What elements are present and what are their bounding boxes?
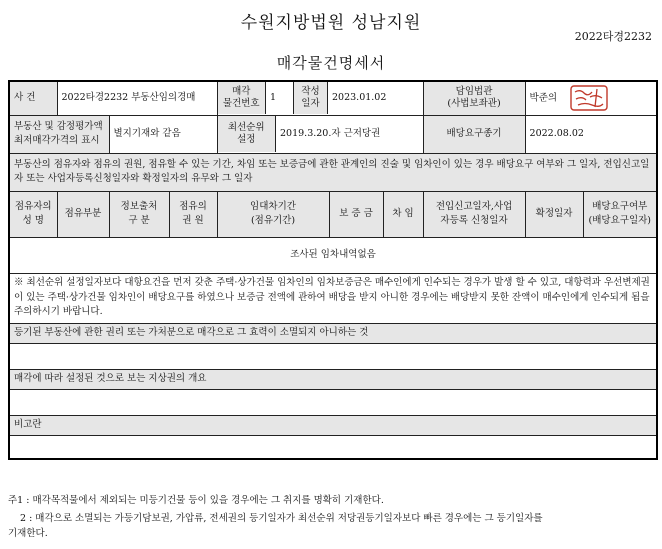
case-number-header: 2022타경2232 bbox=[574, 30, 652, 43]
judge-seal-stamp bbox=[570, 85, 608, 111]
col-dividend-request: 배당요구여부 (배당요구일자) bbox=[583, 191, 657, 237]
sale-item-value: 1 bbox=[266, 82, 294, 114]
registered-rights-header: 등기된 부동산에 관한 권리 또는 가처분으로 매각으로 그 효력이 소멸되지 아니하는 것 bbox=[9, 323, 657, 343]
case-label: 사 건 bbox=[9, 81, 57, 115]
footnotes bbox=[8, 492, 656, 539]
judge-label: 담임법관 (사법보좌관) bbox=[423, 81, 525, 115]
created-value: 2023.01.02 bbox=[332, 92, 387, 104]
court-name: 수원지방법원 성남지원 bbox=[240, 13, 422, 33]
occupancy-notice: 부동산의 점유자와 점유의 권원, 점유할 수 있는 기간, 차임 또는 보증금에 관한 관계인의 진술 및 임차인이 있는 경우 배당요구 여부와 그 일자, 전입신고일자 또는 사업자등록신청일자와 확정일자의 유무와 그 일자 bbox=[9, 153, 657, 191]
deadline-value: 2022.08.02 bbox=[525, 115, 657, 153]
appraisal-row bbox=[9, 115, 657, 153]
col-fixed-date: 확정일자 bbox=[525, 191, 583, 237]
appraisal-label: 부동산 및 감정평가액 최저매각가격의 표시 bbox=[9, 115, 109, 153]
col-lease-period: 임대차기간 (점유기간) bbox=[217, 191, 329, 237]
col-deposit: 보 증 금 bbox=[329, 191, 383, 237]
case-value: 2022타경2232 부동산임의경매 bbox=[57, 81, 217, 115]
no-lease-text: 조사된 임차내역없음 bbox=[9, 237, 657, 273]
judge-name: 박준의 bbox=[529, 92, 558, 104]
col-move-in-date: 전입신고일자,사업 자등록 신청일자 bbox=[423, 191, 525, 237]
col-occupancy-right: 점유의 권 원 bbox=[169, 191, 217, 237]
deadline-label: 배당요구종기 bbox=[423, 115, 525, 153]
remarks-header: 비고란 bbox=[9, 415, 657, 435]
lease-header-row bbox=[9, 191, 657, 237]
footnote-2: 2 : 매각으로 소멸되는 가등기담보권, 가압류, 전세권의 등기일자가 최선순위 저당권등기일자보다 빠른 경우에는 그 등기일자를 bbox=[20, 513, 543, 525]
sale-item-label: 매각 물건번호 bbox=[218, 82, 266, 114]
tenant-warning: ※ 최선순위 설정일자보다 대항요건을 먼저 갖춘 주택·상가건물 임차인의 임차보증금은 매수인에게 인수되는 경우가 발생 할 수 있고, 대항력과 우선변제권이 있는 주택·상가건물 임차인이 배당요구를 하였으나 보증금 전액에 관하여 배당을 받지 아니한 경우에는 배당받지 못한 잔액이 매수인에게 인수되게 됨을 주의하시기 바랍니다. bbox=[9, 273, 657, 323]
col-info-source: 정보출처 구 분 bbox=[109, 191, 169, 237]
appraisal-value: 별지기재와 같음 bbox=[109, 115, 217, 153]
col-occupied-part: 점유부분 bbox=[57, 191, 109, 237]
remarks-body bbox=[9, 435, 657, 459]
col-rent: 차 임 bbox=[383, 191, 423, 237]
judge-cell bbox=[525, 81, 657, 115]
registered-rights-body bbox=[9, 343, 657, 369]
priority-value: 2019.3.20.자 근저당권 bbox=[280, 128, 381, 140]
case-info-row bbox=[9, 81, 657, 115]
footnote-1: 주1 : 매각목적물에서 제외되는 미등기건물 등이 있을 경우에는 그 취지를 명확히 기재한다. bbox=[8, 495, 384, 506]
superficies-header: 매각에 따라 설정된 것으로 보는 지상권의 개요 bbox=[9, 369, 657, 389]
created-label: 작성 일자 bbox=[294, 82, 328, 114]
footnote-2-cont: 기재한다. bbox=[8, 528, 48, 540]
priority-label: 최선순위 설정 bbox=[218, 116, 276, 152]
col-occupant-name: 점유자의 성 명 bbox=[9, 191, 57, 237]
document-title: 매각물건명세서 bbox=[276, 54, 386, 72]
superficies-body bbox=[9, 389, 657, 415]
statement-table bbox=[8, 80, 658, 460]
